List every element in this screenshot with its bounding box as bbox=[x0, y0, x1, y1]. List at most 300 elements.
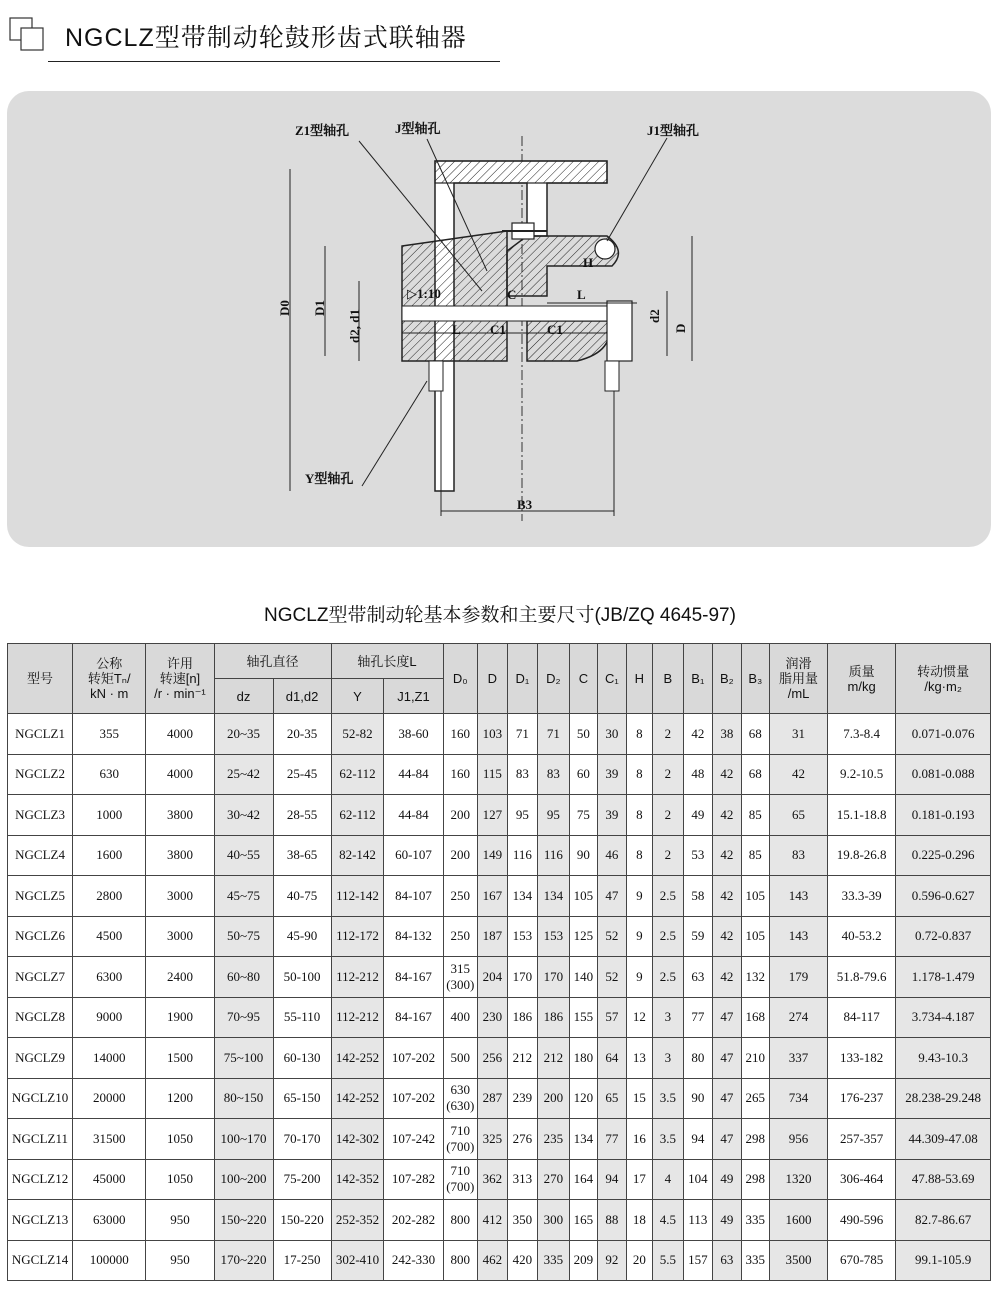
cell-D1: 186 bbox=[507, 997, 538, 1038]
cell-C1: 30 bbox=[598, 714, 626, 755]
table-row bbox=[8, 1038, 991, 1079]
cell-y: 142-252 bbox=[331, 1078, 384, 1119]
cell-dz: 50~75 bbox=[214, 916, 273, 957]
cell-B2: 42 bbox=[713, 795, 741, 836]
cell-D1: 239 bbox=[507, 1078, 538, 1119]
cell-H: 9 bbox=[626, 876, 652, 917]
cell-d1d2: 28-55 bbox=[273, 795, 331, 836]
cell-grease: 143 bbox=[770, 916, 828, 957]
cell-D0: 315 (300) bbox=[443, 957, 478, 998]
cell-speed: 4000 bbox=[146, 754, 214, 795]
cell-D1: 350 bbox=[507, 1200, 538, 1241]
cell-B2: 38 bbox=[713, 714, 741, 755]
th-C: C bbox=[569, 644, 597, 714]
cell-j1z1: 107-202 bbox=[384, 1038, 443, 1079]
cell-D2: 83 bbox=[538, 754, 570, 795]
cell-D0: 250 bbox=[443, 916, 478, 957]
cell-mass: 51.8-79.6 bbox=[828, 957, 896, 998]
cell-D1: 313 bbox=[507, 1159, 538, 1200]
cell-C1: 39 bbox=[598, 754, 626, 795]
cell-C: 140 bbox=[569, 957, 597, 998]
th-D1: D₁ bbox=[507, 644, 538, 714]
cell-j1z1: 84-167 bbox=[384, 997, 443, 1038]
cell-speed: 950 bbox=[146, 1240, 214, 1281]
cell-B3: 298 bbox=[741, 1119, 769, 1160]
th-D2: D₂ bbox=[538, 644, 570, 714]
cell-H: 8 bbox=[626, 835, 652, 876]
table-row bbox=[8, 997, 991, 1038]
cell-d1d2: 55-110 bbox=[273, 997, 331, 1038]
th-B1: B₁ bbox=[683, 644, 713, 714]
C1-right-label: C1 bbox=[547, 322, 563, 337]
cell-model: NGCLZ6 bbox=[8, 916, 73, 957]
taper-label: ▷1:10 bbox=[407, 286, 441, 301]
C-label: C bbox=[507, 287, 517, 302]
cell-B: 2 bbox=[653, 754, 684, 795]
cell-D0: 500 bbox=[443, 1038, 478, 1079]
cell-mass: 9.2-10.5 bbox=[828, 754, 896, 795]
cell-mass: 84-117 bbox=[828, 997, 896, 1038]
cell-B2: 47 bbox=[713, 1038, 741, 1079]
cell-j1z1: 84-107 bbox=[384, 876, 443, 917]
cell-C1: 39 bbox=[598, 795, 626, 836]
cell-B3: 168 bbox=[741, 997, 769, 1038]
cell-mass: 133-182 bbox=[828, 1038, 896, 1079]
cell-j1z1: 202-282 bbox=[384, 1200, 443, 1241]
th-bore-d1d2: d1,d2 bbox=[273, 679, 331, 714]
cell-B: 2 bbox=[653, 714, 684, 755]
cell-d1d2: 20-35 bbox=[273, 714, 331, 755]
th-mass: 质量 m/kg bbox=[828, 644, 896, 714]
cell-dz: 20~35 bbox=[214, 714, 273, 755]
cell-torque: 100000 bbox=[73, 1240, 146, 1281]
cell-D2: 212 bbox=[538, 1038, 570, 1079]
cell-dz: 75~100 bbox=[214, 1038, 273, 1079]
cell-D0: 400 bbox=[443, 997, 478, 1038]
table-row bbox=[8, 795, 991, 836]
cell-C: 105 bbox=[569, 876, 597, 917]
cell-B2: 42 bbox=[713, 916, 741, 957]
y-hole-label: Y型轴孔 bbox=[305, 471, 354, 486]
cell-j1z1: 44-84 bbox=[384, 754, 443, 795]
cell-grease: 179 bbox=[770, 957, 828, 998]
cell-B2: 42 bbox=[713, 876, 741, 917]
cell-torque: 6300 bbox=[73, 957, 146, 998]
cell-y: 252-352 bbox=[331, 1200, 384, 1241]
cell-y: 112-142 bbox=[331, 876, 384, 917]
cell-grease: 143 bbox=[770, 876, 828, 917]
cell-D2: 153 bbox=[538, 916, 570, 957]
cell-j1z1: 107-282 bbox=[384, 1159, 443, 1200]
cell-D0: 200 bbox=[443, 835, 478, 876]
cell-model: NGCLZ11 bbox=[8, 1119, 73, 1160]
cell-dz: 170~220 bbox=[214, 1240, 273, 1281]
cell-D1: 420 bbox=[507, 1240, 538, 1281]
cell-D: 103 bbox=[478, 714, 508, 755]
cell-B3: 68 bbox=[741, 714, 769, 755]
cell-speed: 1500 bbox=[146, 1038, 214, 1079]
cell-B2: 47 bbox=[713, 1119, 741, 1160]
cell-H: 12 bbox=[626, 997, 652, 1038]
D1-label: D1 bbox=[312, 300, 327, 316]
cell-C1: 94 bbox=[598, 1159, 626, 1200]
cell-model: NGCLZ9 bbox=[8, 1038, 73, 1079]
cell-B3: 335 bbox=[741, 1200, 769, 1241]
cell-d1d2: 17-250 bbox=[273, 1240, 331, 1281]
seal-ring bbox=[595, 239, 615, 259]
cell-grease: 734 bbox=[770, 1078, 828, 1119]
cell-C1: 57 bbox=[598, 997, 626, 1038]
cell-torque: 4500 bbox=[73, 916, 146, 957]
D-label: D bbox=[673, 323, 688, 333]
cell-B1: 77 bbox=[683, 997, 713, 1038]
cell-inertia: 0.071-0.076 bbox=[896, 714, 991, 755]
cell-model: NGCLZ4 bbox=[8, 835, 73, 876]
cell-B: 4 bbox=[653, 1159, 684, 1200]
cell-speed: 2400 bbox=[146, 957, 214, 998]
cell-d1d2: 150-220 bbox=[273, 1200, 331, 1241]
cell-H: 15 bbox=[626, 1078, 652, 1119]
cell-D0: 710 (700) bbox=[443, 1119, 478, 1160]
inner-sleeve bbox=[527, 321, 609, 361]
cell-D2: 71 bbox=[538, 714, 570, 755]
cell-B2: 42 bbox=[713, 835, 741, 876]
spec-table-body bbox=[8, 714, 991, 1281]
cell-dz: 60~80 bbox=[214, 957, 273, 998]
title-square-icon bbox=[8, 16, 48, 56]
cell-D0: 800 bbox=[443, 1200, 478, 1241]
cell-model: NGCLZ14 bbox=[8, 1240, 73, 1281]
cell-D1: 134 bbox=[507, 876, 538, 917]
cell-B2: 42 bbox=[713, 754, 741, 795]
th-model: 型号 bbox=[8, 644, 73, 714]
cell-D: 412 bbox=[478, 1200, 508, 1241]
cell-B1: 42 bbox=[683, 714, 713, 755]
cell-d1d2: 60-130 bbox=[273, 1038, 331, 1079]
cell-speed: 3800 bbox=[146, 795, 214, 836]
table-row bbox=[8, 1119, 991, 1160]
cell-grease: 337 bbox=[770, 1038, 828, 1079]
cell-H: 9 bbox=[626, 957, 652, 998]
cell-d1d2: 75-200 bbox=[273, 1159, 331, 1200]
th-D: D bbox=[478, 644, 508, 714]
cell-j1z1: 84-132 bbox=[384, 916, 443, 957]
cell-C1: 65 bbox=[598, 1078, 626, 1119]
cell-d1d2: 65-150 bbox=[273, 1078, 331, 1119]
cell-grease: 83 bbox=[770, 835, 828, 876]
cell-j1z1: 107-202 bbox=[384, 1078, 443, 1119]
table-title: NGCLZ型带制动轮基本参数和主要尺寸(JB/ZQ 4645-97) bbox=[264, 605, 736, 626]
cell-d1d2: 45-90 bbox=[273, 916, 331, 957]
cell-D0: 710 (700) bbox=[443, 1159, 478, 1200]
cell-B1: 49 bbox=[683, 795, 713, 836]
cell-B1: 58 bbox=[683, 876, 713, 917]
cell-speed: 1050 bbox=[146, 1159, 214, 1200]
cell-D: 167 bbox=[478, 876, 508, 917]
th-torque: 公称 转矩Tₙ/ kN · m bbox=[73, 644, 146, 714]
cell-B3: 132 bbox=[741, 957, 769, 998]
cell-C: 134 bbox=[569, 1119, 597, 1160]
cell-D2: 335 bbox=[538, 1240, 570, 1281]
th-inertia: 转动惯量 /kg·m₂ bbox=[896, 644, 991, 714]
spec-table bbox=[7, 643, 991, 1281]
cell-inertia: 99.1-105.9 bbox=[896, 1240, 991, 1281]
j-hole-label: J型轴孔 bbox=[395, 121, 441, 136]
cell-j1z1: 60-107 bbox=[384, 835, 443, 876]
cell-B: 2 bbox=[653, 835, 684, 876]
cell-speed: 3800 bbox=[146, 835, 214, 876]
cell-speed: 3000 bbox=[146, 916, 214, 957]
cell-B1: 113 bbox=[683, 1200, 713, 1241]
cell-inertia: 9.43-10.3 bbox=[896, 1038, 991, 1079]
cell-B2: 47 bbox=[713, 1078, 741, 1119]
cell-B: 5.5 bbox=[653, 1240, 684, 1281]
cell-C: 180 bbox=[569, 1038, 597, 1079]
table-row bbox=[8, 1159, 991, 1200]
cell-C1: 47 bbox=[598, 876, 626, 917]
cell-B1: 59 bbox=[683, 916, 713, 957]
cell-inertia: 0.225-0.296 bbox=[896, 835, 991, 876]
cell-B: 2 bbox=[653, 795, 684, 836]
cell-B: 2.5 bbox=[653, 876, 684, 917]
th-bore-dz: dz bbox=[214, 679, 273, 714]
cell-H: 8 bbox=[626, 754, 652, 795]
cell-model: NGCLZ10 bbox=[8, 1078, 73, 1119]
cell-mass: 257-357 bbox=[828, 1119, 896, 1160]
cell-D: 362 bbox=[478, 1159, 508, 1200]
cell-d1d2: 25-45 bbox=[273, 754, 331, 795]
cell-d1d2: 70-170 bbox=[273, 1119, 331, 1160]
cell-H: 18 bbox=[626, 1200, 652, 1241]
cell-mass: 15.1-18.8 bbox=[828, 795, 896, 836]
cell-B3: 105 bbox=[741, 916, 769, 957]
cell-mass: 19.8-26.8 bbox=[828, 835, 896, 876]
brake-drum-rim bbox=[435, 161, 607, 183]
cell-D2: 95 bbox=[538, 795, 570, 836]
cell-B2: 49 bbox=[713, 1200, 741, 1241]
table-row bbox=[8, 754, 991, 795]
cell-mass: 40-53.2 bbox=[828, 916, 896, 957]
cell-y: 142-252 bbox=[331, 1038, 384, 1079]
cell-torque: 9000 bbox=[73, 997, 146, 1038]
cell-dz: 40~55 bbox=[214, 835, 273, 876]
cell-H: 8 bbox=[626, 714, 652, 755]
table-row bbox=[8, 957, 991, 998]
cell-mass: 33.3-39 bbox=[828, 876, 896, 917]
cell-H: 8 bbox=[626, 795, 652, 836]
cell-B2: 42 bbox=[713, 957, 741, 998]
cell-C1: 88 bbox=[598, 1200, 626, 1241]
cell-D1: 83 bbox=[507, 754, 538, 795]
table-row bbox=[8, 916, 991, 957]
cell-torque: 63000 bbox=[73, 1200, 146, 1241]
cell-speed: 1200 bbox=[146, 1078, 214, 1119]
cell-inertia: 0.596-0.627 bbox=[896, 876, 991, 917]
cell-D0: 630 (630) bbox=[443, 1078, 478, 1119]
cell-y: 112-212 bbox=[331, 957, 384, 998]
cell-torque: 14000 bbox=[73, 1038, 146, 1079]
th-B: B bbox=[653, 644, 684, 714]
cell-inertia: 47.88-53.69 bbox=[896, 1159, 991, 1200]
table-row bbox=[8, 876, 991, 917]
cell-torque: 1600 bbox=[73, 835, 146, 876]
th-B3: B₃ bbox=[741, 644, 769, 714]
cell-C1: 77 bbox=[598, 1119, 626, 1160]
cell-H: 16 bbox=[626, 1119, 652, 1160]
cell-mass: 670-785 bbox=[828, 1240, 896, 1281]
cell-C1: 52 bbox=[598, 957, 626, 998]
table-row bbox=[8, 1200, 991, 1241]
th-H: H bbox=[626, 644, 652, 714]
cell-B1: 94 bbox=[683, 1119, 713, 1160]
cell-mass: 7.3-8.4 bbox=[828, 714, 896, 755]
cell-y: 62-112 bbox=[331, 754, 384, 795]
cell-H: 9 bbox=[626, 916, 652, 957]
cell-grease: 956 bbox=[770, 1119, 828, 1160]
cell-D: 325 bbox=[478, 1119, 508, 1160]
cell-D2: 134 bbox=[538, 876, 570, 917]
cell-D0: 800 bbox=[443, 1240, 478, 1281]
cell-D2: 300 bbox=[538, 1200, 570, 1241]
cell-C: 120 bbox=[569, 1078, 597, 1119]
cell-j1z1: 242-330 bbox=[384, 1240, 443, 1281]
coupling-diagram-panel bbox=[7, 91, 991, 547]
cell-inertia: 0.081-0.088 bbox=[896, 754, 991, 795]
cell-C: 155 bbox=[569, 997, 597, 1038]
cell-D1: 116 bbox=[507, 835, 538, 876]
d2-d1-label: d2, d1 bbox=[347, 309, 362, 343]
cell-C: 165 bbox=[569, 1200, 597, 1241]
cell-dz: 100~200 bbox=[214, 1159, 273, 1200]
cell-grease: 1600 bbox=[770, 1200, 828, 1241]
cell-B: 3.5 bbox=[653, 1078, 684, 1119]
th-B2: B₂ bbox=[713, 644, 741, 714]
cell-torque: 31500 bbox=[73, 1119, 146, 1160]
cell-C1: 92 bbox=[598, 1240, 626, 1281]
cell-D: 115 bbox=[478, 754, 508, 795]
cell-y: 112-212 bbox=[331, 997, 384, 1038]
cell-B1: 80 bbox=[683, 1038, 713, 1079]
cell-model: NGCLZ1 bbox=[8, 714, 73, 755]
B3-label: B3 bbox=[517, 497, 533, 512]
cell-C1: 46 bbox=[598, 835, 626, 876]
cell-speed: 1900 bbox=[146, 997, 214, 1038]
cell-D2: 186 bbox=[538, 997, 570, 1038]
th-grease: 润滑 脂用量 /mL bbox=[770, 644, 828, 714]
cell-C: 90 bbox=[569, 835, 597, 876]
cell-d1d2: 50-100 bbox=[273, 957, 331, 998]
cell-B3: 265 bbox=[741, 1078, 769, 1119]
cell-D0: 250 bbox=[443, 876, 478, 917]
cell-d1d2: 38-65 bbox=[273, 835, 331, 876]
cell-torque: 20000 bbox=[73, 1078, 146, 1119]
cell-B2: 49 bbox=[713, 1159, 741, 1200]
cell-D: 287 bbox=[478, 1078, 508, 1119]
cell-D0: 200 bbox=[443, 795, 478, 836]
cell-D0: 160 bbox=[443, 754, 478, 795]
table-row bbox=[8, 1240, 991, 1281]
cell-B: 2.5 bbox=[653, 957, 684, 998]
cell-B1: 104 bbox=[683, 1159, 713, 1200]
cell-j1z1: 38-60 bbox=[384, 714, 443, 755]
cell-d1d2: 40-75 bbox=[273, 876, 331, 917]
cell-grease: 42 bbox=[770, 754, 828, 795]
table-row bbox=[8, 714, 991, 755]
cell-C: 164 bbox=[569, 1159, 597, 1200]
cell-y: 142-302 bbox=[331, 1119, 384, 1160]
cell-model: NGCLZ13 bbox=[8, 1200, 73, 1241]
cell-model: NGCLZ7 bbox=[8, 957, 73, 998]
cell-model: NGCLZ3 bbox=[8, 795, 73, 836]
cell-B: 3.5 bbox=[653, 1119, 684, 1160]
cell-B2: 47 bbox=[713, 997, 741, 1038]
cell-dz: 100~170 bbox=[214, 1119, 273, 1160]
cell-mass: 176-237 bbox=[828, 1078, 896, 1119]
d2-label: d2 bbox=[647, 309, 662, 323]
cell-j1z1: 44-84 bbox=[384, 795, 443, 836]
cell-grease: 1320 bbox=[770, 1159, 828, 1200]
cell-inertia: 44.309-47.08 bbox=[896, 1119, 991, 1160]
cell-torque: 355 bbox=[73, 714, 146, 755]
cell-y: 112-172 bbox=[331, 916, 384, 957]
cell-D1: 153 bbox=[507, 916, 538, 957]
cell-dz: 80~150 bbox=[214, 1078, 273, 1119]
cell-B3: 335 bbox=[741, 1240, 769, 1281]
th-speed: 许用 转速[n] /r · min⁻¹ bbox=[146, 644, 214, 714]
table-row bbox=[8, 835, 991, 876]
cell-C: 75 bbox=[569, 795, 597, 836]
cell-grease: 3500 bbox=[770, 1240, 828, 1281]
right-shaft-end bbox=[605, 361, 619, 391]
cell-grease: 31 bbox=[770, 714, 828, 755]
cell-speed: 3000 bbox=[146, 876, 214, 917]
cell-D2: 170 bbox=[538, 957, 570, 998]
cell-torque: 1000 bbox=[73, 795, 146, 836]
shaft-bore bbox=[402, 306, 632, 321]
cell-D2: 116 bbox=[538, 835, 570, 876]
th-C1: C₁ bbox=[598, 644, 626, 714]
cell-D: 230 bbox=[478, 997, 508, 1038]
cell-dz: 150~220 bbox=[214, 1200, 273, 1241]
j1-hole-label: J1型轴孔 bbox=[647, 123, 700, 138]
cell-model: NGCLZ5 bbox=[8, 876, 73, 917]
page-header bbox=[0, 0, 1000, 70]
cell-j1z1: 107-242 bbox=[384, 1119, 443, 1160]
cell-D: 187 bbox=[478, 916, 508, 957]
cell-D: 204 bbox=[478, 957, 508, 998]
cell-D1: 276 bbox=[507, 1119, 538, 1160]
L-right-label: L bbox=[577, 287, 586, 302]
cell-speed: 950 bbox=[146, 1200, 214, 1241]
C1-left-label: C1 bbox=[490, 322, 506, 337]
cell-dz: 30~42 bbox=[214, 795, 273, 836]
cell-D1: 212 bbox=[507, 1038, 538, 1079]
z1-hole-label: Z1型轴孔 bbox=[295, 123, 350, 138]
cell-model: NGCLZ2 bbox=[8, 754, 73, 795]
cell-inertia: 0.72-0.837 bbox=[896, 916, 991, 957]
cell-B2: 63 bbox=[713, 1240, 741, 1281]
cell-B1: 90 bbox=[683, 1078, 713, 1119]
cell-C: 209 bbox=[569, 1240, 597, 1281]
right-hub bbox=[607, 301, 632, 361]
cell-torque: 2800 bbox=[73, 876, 146, 917]
cell-H: 13 bbox=[626, 1038, 652, 1079]
cell-D1: 170 bbox=[507, 957, 538, 998]
cell-j1z1: 84-167 bbox=[384, 957, 443, 998]
cell-B1: 157 bbox=[683, 1240, 713, 1281]
cell-D: 127 bbox=[478, 795, 508, 836]
cell-B: 2.5 bbox=[653, 916, 684, 957]
